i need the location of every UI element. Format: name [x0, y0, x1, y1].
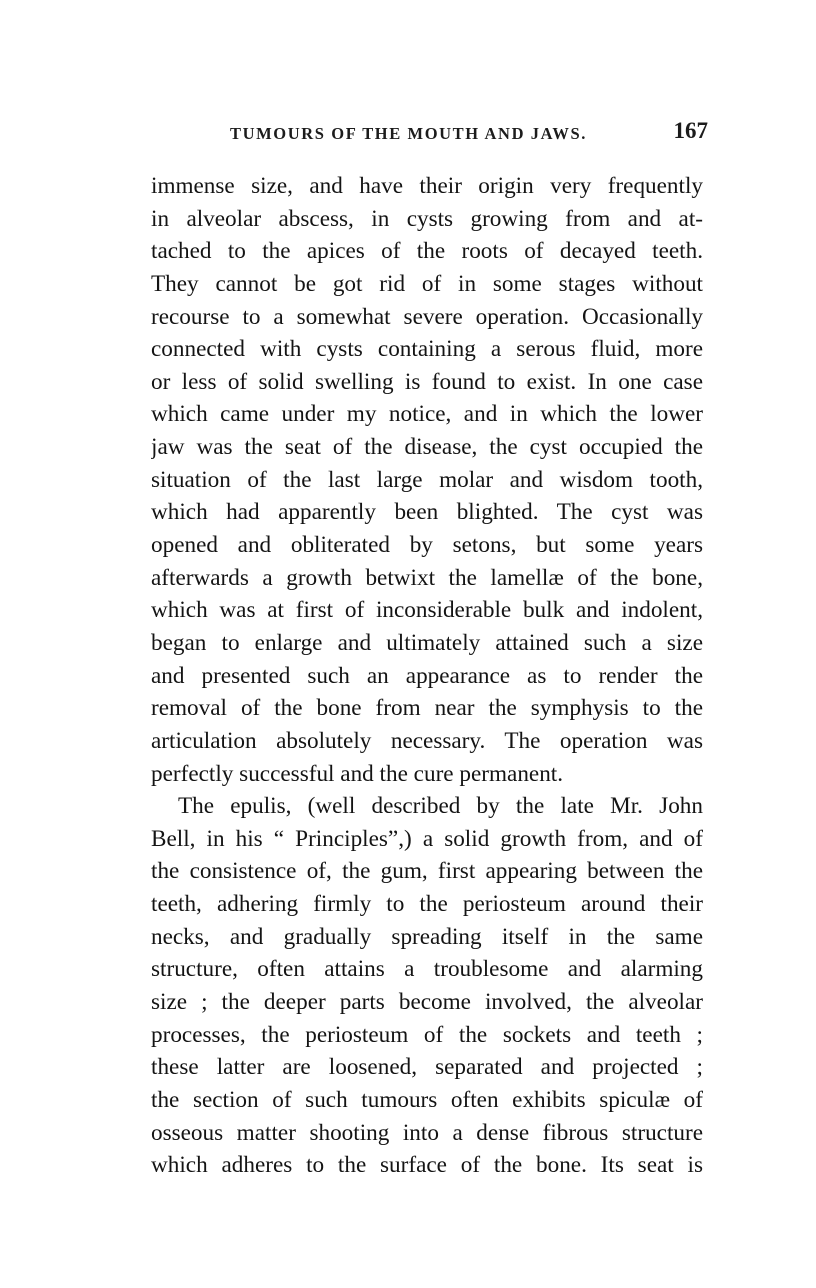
text-line: situation of the last large molar and wisdom tooth, [151, 466, 703, 493]
page-header [230, 118, 708, 148]
text-line: the section of such tumours often exhibits spiculæ of [151, 1086, 703, 1113]
text-line: necks, and gradually spreading itself in the same [151, 923, 703, 950]
text-line: afterwards a growth betwixt the lamellæ of the bone, [151, 564, 703, 591]
text-line: or less of solid swelling is found to exist. In one case [151, 368, 703, 395]
text-line: osseous matter shooting into a dense fibrous structure [151, 1119, 703, 1146]
running-head: TUMOURS OF THE MOUTH AND JAWS. [230, 124, 587, 143]
paragraph-1 [151, 170, 703, 790]
text-line: The epulis, (well described by the late Mr. John [178, 793, 703, 820]
text-line: which was at first of inconsiderable bulk and indolent, [151, 597, 703, 624]
text-line: opened and obliterated by setons, but some years [151, 532, 703, 559]
text-line: perfectly successful and the cure permanent. [151, 760, 564, 787]
text-line: They cannot be got rid of in some stages without [151, 270, 703, 297]
text-line: jaw was the seat of the disease, the cyst occupied the [151, 434, 703, 461]
text-line: in alveolar abscess, in cysts growing from and at- [151, 205, 703, 232]
text-line: Bell, in his “ Principles”,) a solid growth from, and of [151, 825, 703, 852]
body-text [151, 170, 703, 1182]
text-line: processes, the periosteum of the sockets and teeth ; [151, 1021, 703, 1048]
text-line: and presented such an appearance as to render the [151, 662, 703, 689]
paragraph-2 [151, 790, 703, 1182]
text-line: structure, often attains a troublesome and alarming [151, 956, 703, 983]
text-line: removal of the bone from near the symphysis to the [151, 695, 703, 722]
text-line: recourse to a somewhat severe operation. Occasionally [151, 303, 703, 330]
text-line: began to enlarge and ultimately attained such a size [151, 629, 703, 656]
page-number: 167 [673, 118, 708, 143]
text-line: teeth, adhering firmly to the periosteum around their [151, 891, 703, 918]
text-line: which had apparently been blighted. The cyst was [151, 499, 703, 526]
text-line: articulation absolutely necessary. The operation was [151, 727, 703, 754]
text-line: size ; the deeper parts become involved, the alveolar [151, 989, 703, 1016]
text-line: immense size, and have their origin very frequently [151, 173, 703, 199]
text-line: these latter are loosened, separated and projected ; [151, 1054, 703, 1081]
text-line: which adheres to the surface of the bone. Its seat is [151, 1152, 703, 1179]
text-line: the consistence of, the gum, first appearing between the [151, 858, 703, 885]
text-line: connected with cysts containing a serous fluid, more [151, 336, 703, 363]
text-line: tached to the apices of the roots of decayed teeth. [151, 238, 703, 265]
text-line: which came under my notice, and in which the lower [151, 401, 703, 428]
